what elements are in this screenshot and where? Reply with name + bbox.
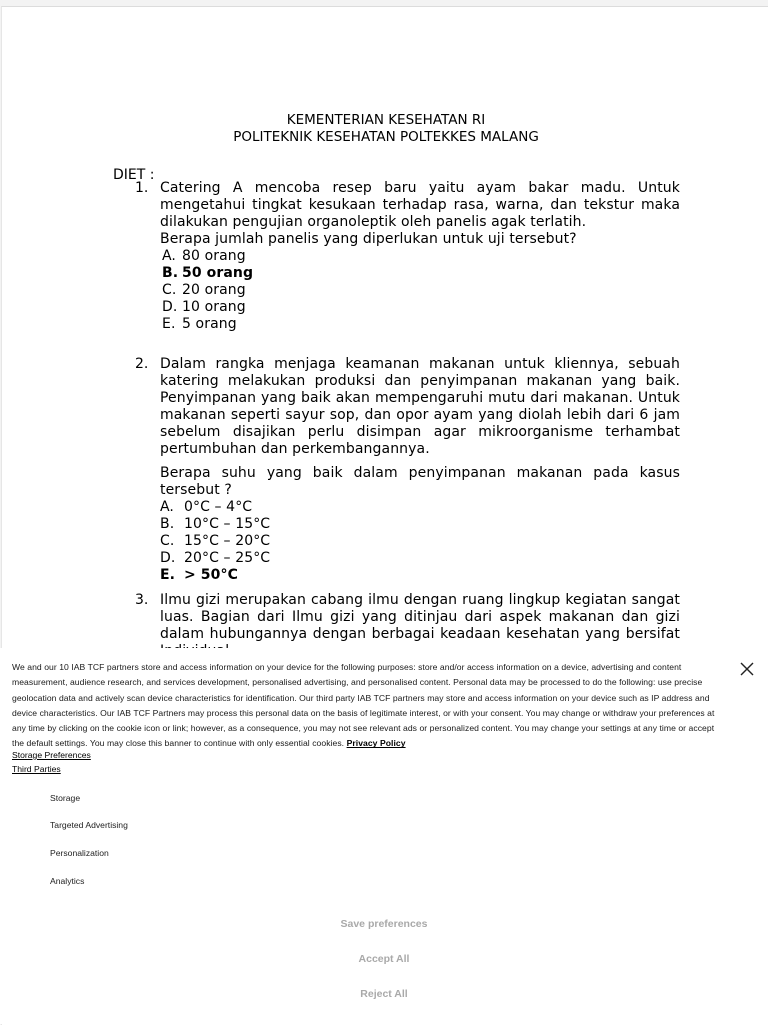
answer-option-correct: B. 50 orang xyxy=(162,265,254,281)
purpose-targeted-advertising[interactable]: Targeted Advertising xyxy=(50,820,128,830)
header-institution: POLITEKNIK KESEHATAN POLTEKKES MALANG xyxy=(233,129,539,145)
question-paragraph: Catering A mencoba resep baru yaitu ayam bakar madu. Untuk mengetahui tingkat kesukaan terhadap rasa, warna, dan tekstur maka dilakukan pengujian organoleptik oleh panelis agak terlatih. xyxy=(160,180,680,230)
accept-all-button[interactable]: Accept All xyxy=(358,953,410,965)
privacy-policy-link[interactable]: Privacy Policy xyxy=(346,738,406,749)
purpose-analytics[interactable]: Analytics xyxy=(50,876,85,886)
answer-option: B. 10°C – 15°C xyxy=(160,516,271,532)
storage-preferences-link[interactable]: Storage Preferences xyxy=(12,750,91,760)
answer-option: E. 5 orang xyxy=(162,316,237,332)
header-ministry: KEMENTERIAN KESEHATAN RI xyxy=(286,112,486,128)
question-1 xyxy=(160,180,680,333)
purpose-storage[interactable]: Storage xyxy=(50,793,81,803)
cookie-consent-banner xyxy=(0,648,768,1024)
purpose-personalization[interactable]: Personalization xyxy=(50,848,109,858)
answer-option: D. 20°C – 25°C xyxy=(160,550,271,566)
consent-notice-text: We and our 10 IAB TCF partners store and access information on your device for the following purposes: store and/or access information on a device, advertising and content measurement, audience research, and services development, personalised advertising, and personalised content. Personal data may be processed to do the following: use precise geolocation data and actively scan device characteristics for identification. Our third party IAB TCF partners may store and access information on your device such as IP address and device characteristics. Our IAB TCF Partners may process this personal data on the basis of legitimate interest, or with your consent. You may change or withdraw your preferences at any time by clicking on the cookie icon or link; however, as a consequence, you may not see relevant ads or personalized content. You may change your settings at any time or accept the default settings. You may close this banner to continue with only essential cookies. xyxy=(12,662,715,749)
question-number: 2. xyxy=(135,356,149,372)
answer-option: C. 20 orang xyxy=(162,282,246,298)
answer-option: D. 10 orang xyxy=(162,299,246,315)
consent-notice xyxy=(12,660,728,752)
answer-option: A. 80 orang xyxy=(162,248,246,264)
question-number: 3. xyxy=(135,592,149,608)
question-prompt: Berapa suhu yang baik dalam penyimpanan makanan pada kasus tersebut ? xyxy=(160,465,680,498)
question-paragraph: Dalam rangka menjaga keamanan makanan untuk kliennya, sebuah katering melakukan produksi dan penyimpanan makanan yang baik. Penyimpanan yang baik akan mempengaruhi mutu dari makanan. Untuk makanan seperti sayur sop, dan opor ayam yang diolah lebih dari 6 jam sebelum disajikan perlu disimpan agar mikroorganisme terhambat pertumbuhan dan perkembangannya. xyxy=(160,356,680,457)
question-prompt: Berapa jumlah panelis yang diperlukan untuk uji tersebut? xyxy=(160,231,577,247)
question-2 xyxy=(160,356,680,584)
question-number: 1. xyxy=(135,180,149,196)
third-parties-link[interactable]: Third Parties xyxy=(12,764,61,774)
save-preferences-button[interactable]: Save preferences xyxy=(340,918,428,930)
answer-option: A. 0°C – 4°C xyxy=(160,499,253,515)
reject-all-button[interactable]: Reject All xyxy=(360,988,408,1000)
answer-option-correct: E. > 50°C xyxy=(160,567,238,583)
close-icon[interactable] xyxy=(738,660,756,678)
section-label: DIET : xyxy=(113,167,155,183)
answer-option: C. 15°C – 20°C xyxy=(160,533,271,549)
question-paragraph: Ilmu gizi merupakan cabang ilmu dengan ruang lingkup kegiatan sangat luas. Bagian dari Ilmu gizi yang ditinjau dari aspek makanan dan gizi dalam hubungannya dengan berbagai keadaan kesehatan yang bersifat xyxy=(160,592,680,642)
